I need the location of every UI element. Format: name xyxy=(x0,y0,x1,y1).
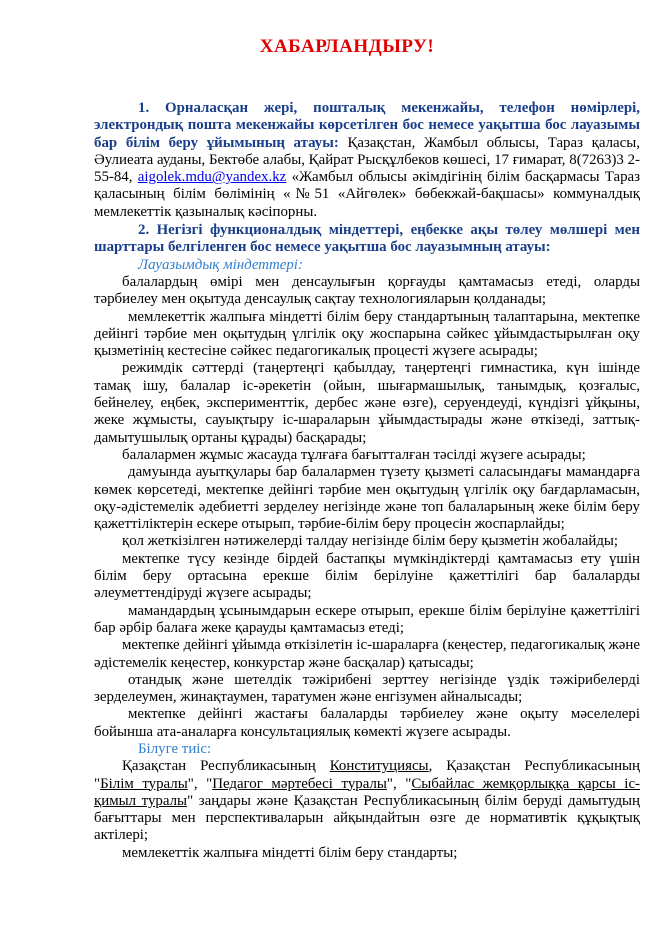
section-1-organization: «Жамбыл облысы әкімдігінің білім басқармасы Тараз қаласының білім бөлімінің «№51 «Айгөлек» бөбекжай-бақшасы» коммуналдық мемлекеттік қазыналық кәсіпорны. xyxy=(94,169,641,220)
duties-label: Лауазымдық міндеттері: xyxy=(138,256,303,273)
know-text: ", " xyxy=(187,775,213,792)
know-text: ", " xyxy=(386,775,412,792)
page-title: ХАБАРЛАНДЫРУ! xyxy=(259,36,435,57)
know-label: Білуге тиіс: xyxy=(138,740,212,757)
duty-item: режимдік сәттерді (таңертеңгі қабылдау, таңертеңгі гимнастика, күн ішінде тамақ ішу, балалар іс-әрекетін (ойын, шығармашылық, танымдық, қозғалыс, бейнелеу, еңбек, эксперименттік, дербес және өзге), серуендеуді, күндізгі ұйқыны, жеке жұмысты, сауықтыру іс-шараларын ұйымдастырады және өткізеді, заттық-дамытушылық ортаны құрады) басқарады; xyxy=(94,360,640,446)
teacher-status-law-link[interactable]: Педагог мәртебесі туралы xyxy=(212,775,387,792)
section-1-paragraph xyxy=(94,100,640,221)
section-1-address: Қазақстан, Жамбыл облысы, Тараз қаласы, Әулиеата ауданы, Бектөбе алабы, Қайрат Рысқұлбеков көшесі, 17 ғимарат, 8(7263)3 2-55-84, xyxy=(94,134,640,186)
duty-item: мемлекеттік жалпыға міндетті білім беру стандартының талаптарына, мектепке дейінгі тәрбие мен оқытудың үлгілік оқу жоспарына сәйкес ұйымдастырылған оқу қызметінің кестесіне сәйкес педагогикалық процесті жүзеге асырады; xyxy=(94,308,640,360)
duty-item: мектепке түсу кезінде бірдей бастапқы мүмкіндіктерді қамтамасыз ету үшін білім беру ортасына ерекше білім берілуіне қажеттілігі бар балаларды әлеуметтендіруді жүзеге асырады; xyxy=(94,550,640,602)
duty-item: балалармен жұмыс жасауда тұлғаға бағытталған тәсілді жүзеге асырады; xyxy=(122,446,586,463)
duty-item: дамуында ауытқулары бар балалармен түзету қызметі саласындағы мамандарға көмек көрсетеді, мектепке дейінгі тәрбие мен оқытудың үлгілік оқу бағдарламасын, оқу-әдістемелік әдебиетті зерделеу негізінде және топ балаларының жеке білім беру қажеттіліктерін ескере отырып, тәрбие-білім беру процесін жоспарлайды; xyxy=(94,464,640,533)
know-item-laws xyxy=(94,758,640,844)
constitution-link[interactable]: Конституциясы xyxy=(329,758,429,775)
duty-item: мектепке дейінгі жастағы балаларды тәрбиелеу және оқыту мәселелері бойынша ата-аналарға консультациялық көмекті жүзеге асырады. xyxy=(94,706,640,740)
education-law-link[interactable]: Білім туралы xyxy=(100,775,188,792)
document-body xyxy=(94,100,640,862)
duty-item: балалардың өмірі мен денсаулығын қорғауды қамтамасыз етеді, оларды тәрбиелеу мен оқытуда денсаулық сақтау технологияларын қолданады; xyxy=(94,273,640,308)
section-2-heading: 2. Негізгі функционалдық міндеттері, еңбекке ақы төлеу мөлшері мен шарттары белгіленген бос немесе уақытша бос лауазымның атауы: xyxy=(94,222,640,256)
duty-item: мектепке дейінгі ұйымда өткізілетін іс-шараларға (кеңестер, педагогикалық және әдістемелік кеңестер, конкурстар және басқалар) қатысады; xyxy=(94,637,640,671)
know-text: Қазақстан Республикасының xyxy=(122,758,330,775)
know-item-standard: мемлекеттік жалпыға міндетті білім беру стандарты; xyxy=(122,844,458,861)
duty-item: мамандардың ұсынымдарын ескере отырып, ерекше білім берілуіне қажеттілігі бар әрбір балаға жеке қарауды қамтамасыз етеді; xyxy=(94,602,640,636)
duty-item: отандық және шетелдік тәжірибені зерттеу негізінде үздік тәжірибелерді зерделеумен, жинақтаумен, таратумен және енгізумен айналысады; xyxy=(94,671,640,706)
duty-item: қол жеткізілген нәтижелерді талдау негізінде білім беру қызметін жобалайды; xyxy=(122,533,619,550)
anti-corruption-law-link[interactable]: Сыбайлас жемқорлыққа қарсы іс-қимыл туралы xyxy=(94,775,641,809)
email-link[interactable]: aigolek.mdu@yandex.kz xyxy=(137,169,287,186)
know-text: , Қазақстан Республикасының " xyxy=(94,758,641,792)
section-1-heading: 1. Орналасқан жері, пошталық мекенжайы, телефон нөмірлері, электрондық пошта мекенжайы көрсетілген бос немесе уақытша бос лауазымы бар білім беру ұйымының атауы: xyxy=(94,100,640,151)
know-text: " заңдары және Қазақстан Республикасының білім беруді дамытудың бағыттары мен перспективаларын айқындайтын өзге де нормативтік құқықтық актілері; xyxy=(94,792,640,844)
